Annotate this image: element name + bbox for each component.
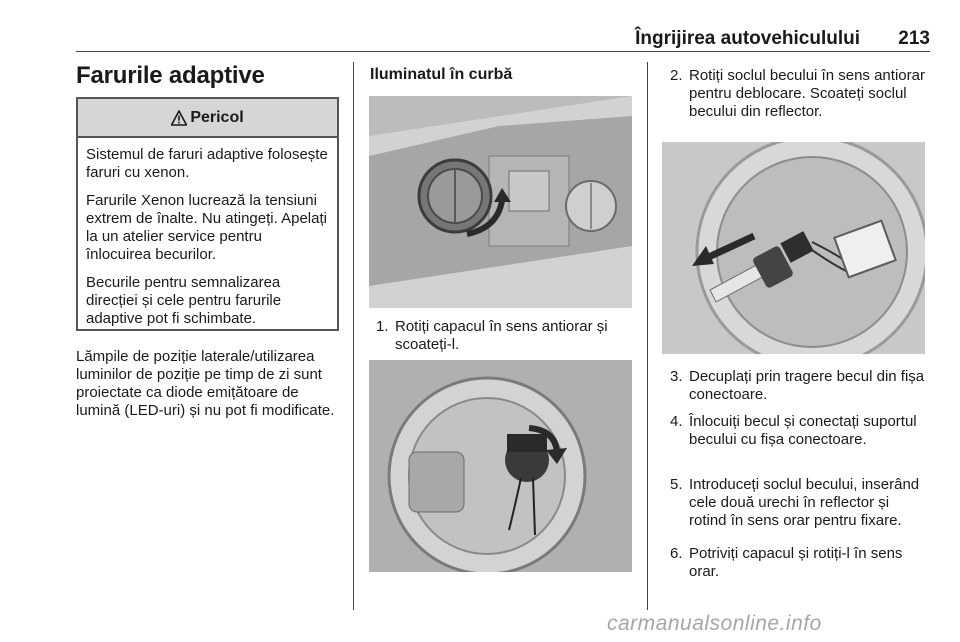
- bulb-socket-photo: [369, 360, 632, 572]
- danger-paragraph: Farurile Xenon lucrează la tensiuni extrem de înalte. Nu atingeți. Apelați la un atelier service pentru înlocuirea becurilor.: [86, 192, 327, 263]
- running-header-title: Îngrijirea autovehiculului: [635, 28, 860, 49]
- bulb-removal-photo: [662, 142, 925, 354]
- step-text: Potriviți capacul și rotiți-l în sens orar.: [689, 545, 903, 580]
- step-1: [376, 318, 632, 354]
- page-number: 213: [898, 28, 930, 49]
- danger-box-header: [78, 99, 337, 138]
- danger-paragraph: Sistemul de faruri adaptive folosește faruri cu xenon.: [86, 146, 328, 181]
- watermark: carmanualsonline.info: [607, 612, 822, 635]
- step-number: 1.: [376, 318, 389, 335]
- step-number: 2.: [670, 67, 683, 84]
- step-text: Rotiți capacul în sens antiorar și scoateți-l.: [395, 318, 608, 353]
- step-text: Rotiți soclul becului în sens antiorar pentru deblocare. Scoateți soclul becului din reflector.: [689, 67, 925, 120]
- section-title: Farurile adaptive: [76, 62, 265, 89]
- danger-box-body: [78, 138, 337, 328]
- column-divider-left: [353, 62, 354, 610]
- danger-label: Pericol: [190, 108, 244, 126]
- warning-triangle-icon: [171, 110, 187, 126]
- column-divider-right: [647, 62, 648, 610]
- danger-paragraph: Becurile pentru semnalizarea direcției și cele pentru farurile adaptive pot fi schimbate.: [86, 274, 282, 327]
- step-3: [670, 368, 925, 404]
- subheading-cornering-light: Iluminatul în curbă: [370, 66, 513, 83]
- step-text: Decuplați prin tragere becul din fișa conectoare.: [689, 368, 925, 403]
- step-number: 5.: [670, 476, 683, 493]
- step-number: 3.: [670, 368, 683, 385]
- step-4: [670, 413, 925, 449]
- step-2: [670, 67, 925, 121]
- danger-box: [76, 97, 339, 331]
- step-5: [670, 476, 925, 530]
- header-rule: [76, 51, 930, 52]
- step-6: [670, 545, 925, 581]
- step-number: 6.: [670, 545, 683, 562]
- step-text: Înlocuiți becul și conectați suportul becului cu fișa conectoare.: [689, 413, 917, 448]
- step-text: Introduceți soclul becului, inserând cele două urechi în reflector și rotind în sens orar pentru fixare.: [689, 476, 920, 529]
- step-number: 4.: [670, 413, 683, 430]
- headlamp-cover-photo: [369, 96, 632, 308]
- body-paragraph: Lămpile de poziție laterale/utilizarea luminilor de poziție pe timp de zi sunt proiectate ca diode emițătoare de lumină (LED-uri) și nu pot fi modificate.: [76, 348, 335, 419]
